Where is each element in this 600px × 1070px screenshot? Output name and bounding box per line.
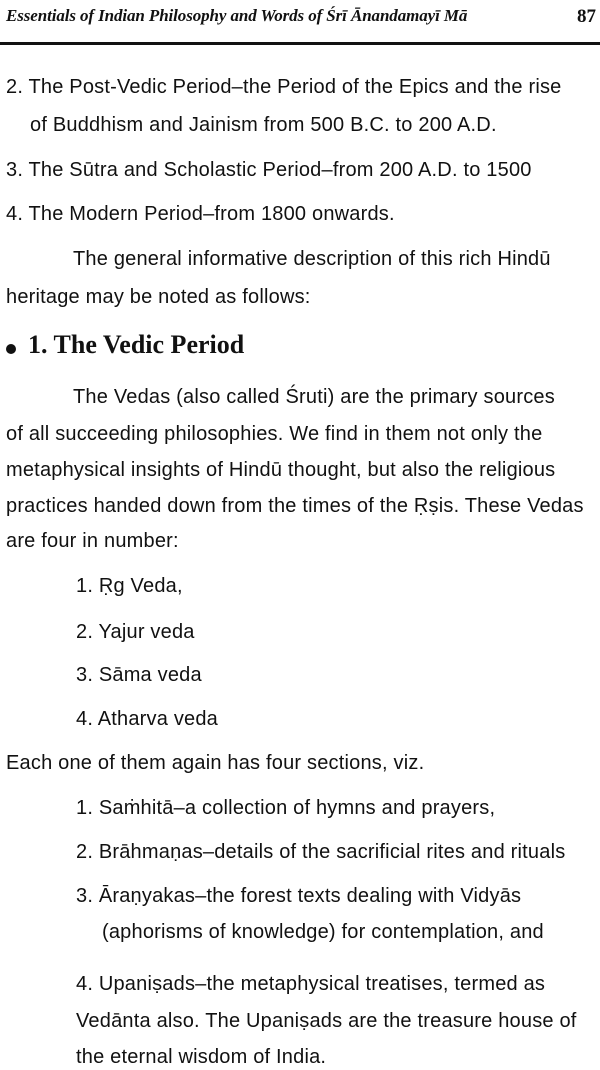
section-list-item-continued: (aphorisms of knowledge) for contemplation, and [102, 921, 544, 943]
vedas-para-line-4: practices handed down from the times of the Ṛṣis. These Vedas [6, 495, 584, 517]
page-number: 87 [577, 6, 596, 27]
vedas-para-line-3: metaphysical insights of Hindū thought, but also the religious [6, 459, 556, 481]
period-3-line: 3. The Sūtra and Scholastic Period–from 200 A.D. to 1500 [6, 159, 532, 181]
section-list-item-continued: Vedānta also. The Upaniṣads are the treasure house of [76, 1010, 577, 1032]
veda-list-item: 3. Sāma veda [76, 664, 202, 686]
section-heading-text: 1. The Vedic Period [28, 330, 245, 359]
section-list-item: 4. Upaniṣads–the metaphysical treatises, termed as [76, 973, 546, 995]
veda-list-item: 4. Atharva veda [76, 708, 218, 730]
intro-line-2: heritage may be noted as follows: [6, 286, 311, 308]
period-2-line-1: 2. The Post-Vedic Period–the Period of the Epics and the rise [6, 76, 562, 98]
sections-intro-line: Each one of them again has four sections, viz. [6, 752, 425, 774]
period-2-line-2: of Buddhism and Jainism from 500 B.C. to 200 A.D. [30, 114, 497, 136]
section-list-item-continued: the eternal wisdom of India. [76, 1046, 327, 1068]
veda-list-item: 2. Yajur veda [76, 621, 195, 643]
section-heading [6, 330, 244, 360]
header-rule [0, 42, 600, 45]
page-header [6, 6, 596, 36]
intro-line-1: The general informative description of this rich Hindū [73, 248, 551, 270]
section-list-item: 2. Brāhmaṇas–details of the sacrificial rites and rituals [76, 841, 566, 863]
vedas-para-line-1: The Vedas (also called Śruti) are the primary sources [73, 386, 555, 408]
vedas-para-line-5: are four in number: [6, 530, 179, 552]
bullet-icon [6, 344, 16, 354]
vedas-para-line-2: of all succeeding philosophies. We find in them not only the [6, 423, 543, 445]
running-head: Essentials of Indian Philosophy and Words of Śrī Ānandamayī Mā [6, 6, 468, 25]
veda-list-item: 1. Ṛg Veda, [76, 575, 183, 597]
section-list-item: 1. Saṁhitā–a collection of hymns and prayers, [76, 797, 496, 819]
period-4-line: 4. The Modern Period–from 1800 onwards. [6, 203, 395, 225]
section-list-item: 3. Āraṇyakas–the forest texts dealing with Vidyās [76, 885, 522, 907]
